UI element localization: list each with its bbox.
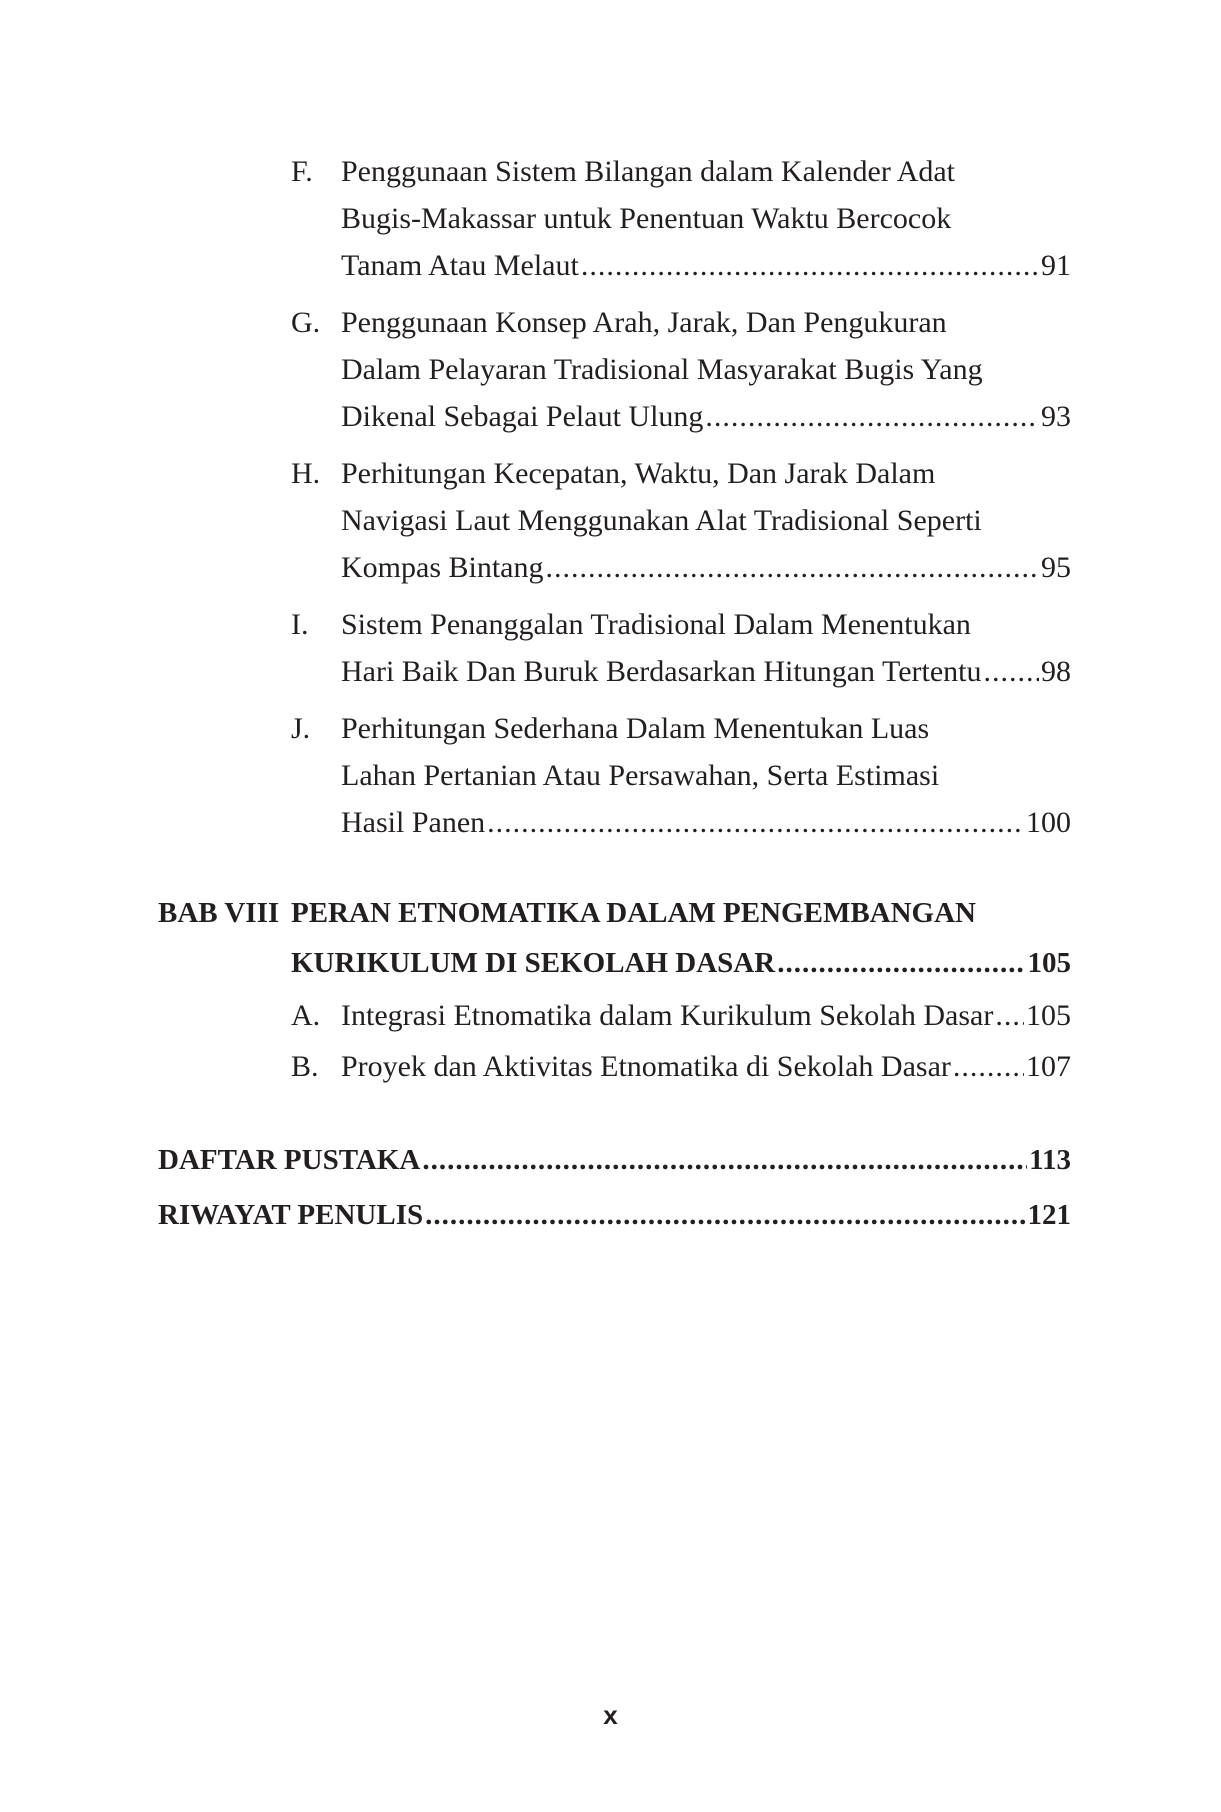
entry-letter: J. (291, 712, 311, 745)
toc-chapter-viii (158, 888, 1071, 1094)
chapter-subsections (291, 992, 1071, 1090)
entry-letter: G. (291, 306, 321, 339)
dot-leader (422, 1133, 1027, 1188)
dot-leader (546, 544, 1040, 591)
entry-line: Bugis-Makassar untuk Penentuan Waktu Bercocok (341, 202, 952, 235)
entry-line: Tanam Atau Melaut (341, 249, 579, 282)
chapter-title-line: KURIKULUM DI SEKOLAH DASAR (291, 947, 776, 979)
entry-last-line (341, 1043, 1071, 1090)
entry-line: Hari Baik Dan Buruk Berdasarkan Hitungan Tertentu (341, 655, 982, 688)
entry-page-number: 95 (1041, 551, 1071, 584)
entry-line: Kompas Bintang (341, 551, 544, 584)
toc-backmatter (158, 1133, 1071, 1243)
toc-entry-a (291, 992, 1071, 1039)
entry-page-number: 98 (1041, 655, 1071, 688)
entry-last-line (341, 393, 1071, 440)
entry-last-line (341, 242, 1071, 289)
entry-letter: I. (291, 608, 309, 641)
dot-leader (995, 992, 1024, 1039)
toc-entries (291, 148, 1071, 856)
chapter-title-last-line (291, 938, 1071, 988)
toc-entry-b (291, 1043, 1071, 1090)
backmatter-page-number: 121 (1027, 1199, 1071, 1231)
entry-letter: A. (291, 999, 321, 1032)
dot-leader (777, 938, 1025, 988)
entry-line: Penggunaan Sistem Bilangan dalam Kalender Adat (341, 155, 956, 188)
toc-entry-f (291, 148, 1071, 289)
backmatter-title: DAFTAR PUSTAKA (158, 1144, 421, 1176)
entry-line: Dikenal Sebagai Pelaut Ulung (341, 400, 704, 433)
entry-page-number: 107 (1026, 1050, 1071, 1083)
entry-line: Perhitungan Sederhana Dalam Menentukan Luas (341, 712, 930, 745)
entry-page-number: 105 (1026, 999, 1071, 1032)
entry-line: Navigasi Laut Menggunakan Alat Tradisional Seperti (341, 504, 982, 537)
dot-leader (581, 242, 1039, 289)
entry-last-line (341, 992, 1071, 1039)
chapter-title (291, 888, 1071, 988)
entry-page-number: 91 (1041, 249, 1071, 282)
entry-last-line (341, 648, 1071, 695)
toc-entry-h (291, 450, 1071, 591)
entry-page-number: 100 (1026, 806, 1071, 839)
entry-last-line (341, 799, 1071, 846)
dot-leader (953, 1043, 1024, 1090)
backmatter-page-number: 113 (1029, 1144, 1071, 1176)
dot-leader (984, 648, 1039, 695)
entry-line: Penggunaan Konsep Arah, Jarak, Dan Pengukuran (341, 306, 947, 339)
chapter-page-number: 105 (1027, 947, 1071, 979)
dot-leader (425, 1188, 1025, 1243)
toc-entry-i (291, 601, 1071, 695)
toc-entry-j (291, 705, 1071, 846)
entry-line: Hasil Panen (341, 806, 486, 839)
entry-letter: B. (291, 1050, 319, 1083)
entry-line: Integrasi Etnomatika dalam Kurikulum Sekolah Dasar (341, 999, 994, 1032)
entry-line: Perhitungan Kecepatan, Waktu, Dan Jarak Dalam (341, 457, 936, 490)
entry-line: Proyek dan Aktivitas Etnomatika di Sekolah Dasar (341, 1050, 951, 1083)
toc-entry-riwayat-penulis (158, 1188, 1071, 1243)
entry-line: Dalam Pelayaran Tradisional Masyarakat Bugis Yang (341, 353, 983, 386)
entry-letter: F. (291, 155, 313, 188)
entry-line: Lahan Pertanian Atau Persawahan, Serta Estimasi (341, 759, 940, 792)
chapter-title-line: PERAN ETNOMATIKA DALAM PENGEMBANGAN (291, 897, 976, 929)
entry-last-line (341, 544, 1071, 591)
entry-page-number: 93 (1041, 400, 1071, 433)
toc-entry-g (291, 299, 1071, 440)
entry-letter: H. (291, 457, 321, 490)
chapter-label: BAB VIII (158, 897, 280, 929)
toc-entry-daftar-pustaka (158, 1133, 1071, 1188)
backmatter-title: RIWAYAT PENULIS (158, 1199, 424, 1231)
page-folio: x (603, 1700, 618, 1730)
entry-line: Sistem Penanggalan Tradisional Dalam Menentukan (341, 608, 971, 641)
dot-leader (705, 393, 1039, 440)
dot-leader (487, 799, 1024, 846)
